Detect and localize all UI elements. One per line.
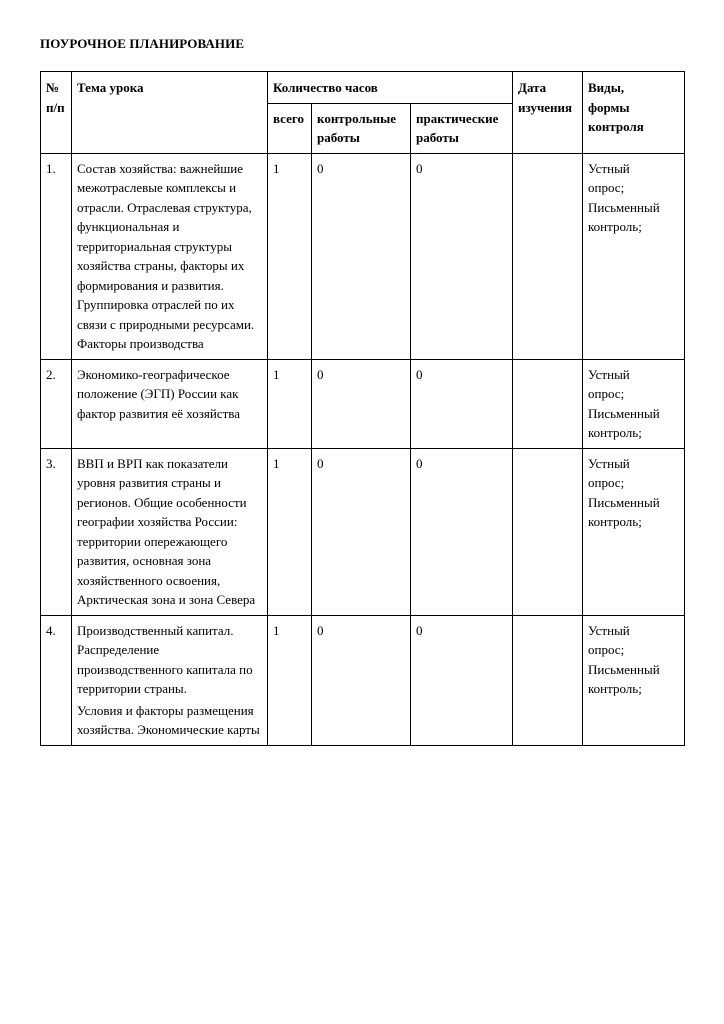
- row-total: 1: [268, 153, 312, 359]
- header-row: [41, 72, 685, 104]
- row-control: 0: [312, 153, 411, 359]
- table-row: [41, 153, 685, 359]
- row-number: 4.: [41, 615, 72, 745]
- header-number: № п/п: [41, 72, 72, 154]
- table-row: [41, 359, 685, 448]
- row-practical: 0: [411, 448, 513, 615]
- row-practical: 0: [411, 615, 513, 745]
- lesson-plan-table: [40, 71, 685, 746]
- header-control: контрольные работы: [312, 103, 411, 153]
- row-control: 0: [312, 448, 411, 615]
- header-topic: Тема урока: [72, 72, 268, 154]
- row-date: [513, 153, 583, 359]
- table-row: [41, 615, 685, 745]
- row-total: 1: [268, 359, 312, 448]
- row-control: 0: [312, 615, 411, 745]
- row-forms: Устный опрос; Письменный контроль;: [583, 153, 685, 359]
- row-forms: Устный опрос; Письменный контроль;: [583, 615, 685, 745]
- row-total: 1: [268, 615, 312, 745]
- row-total: 1: [268, 448, 312, 615]
- header-total: всего: [268, 103, 312, 153]
- row-practical: 0: [411, 153, 513, 359]
- row-topic: Производственный капитал. Распределение производственного капитала по территории страны. Условия и факторы размещения хозяйства. Экономические карты: [72, 615, 268, 745]
- header-practical: практические работы: [411, 103, 513, 153]
- row-date: [513, 448, 583, 615]
- header-date: Дата изучения: [513, 72, 583, 154]
- page-title: ПОУРОЧНОЕ ПЛАНИРОВАНИЕ: [40, 36, 245, 51]
- row-topic: Состав хозяйства: важнейшие межотраслевые комплексы и отрасли. Отраслевая структура, функциональная и территориальная структуры хозяйства страны, факторы их формирования и развития. Группировка отраслей по их связи с природными ресурсами. Факторы производства: [72, 153, 268, 359]
- header-forms: Виды, формы контроля: [583, 72, 685, 154]
- row-practical: 0: [411, 359, 513, 448]
- row-forms: Устный опрос; Письменный контроль;: [583, 448, 685, 615]
- row-topic: Экономико-географическое положение (ЭГП) России как фактор развития её хозяйства: [72, 359, 268, 448]
- row-date: [513, 615, 583, 745]
- row-number: 3.: [41, 448, 72, 615]
- row-control: 0: [312, 359, 411, 448]
- row-date: [513, 359, 583, 448]
- row-forms: Устный опрос; Письменный контроль;: [583, 359, 685, 448]
- table-row: [41, 448, 685, 615]
- header-hours: Количество часов: [268, 72, 513, 104]
- row-number: 2.: [41, 359, 72, 448]
- row-number: 1.: [41, 153, 72, 359]
- row-topic: ВВП и ВРП как показатели уровня развития страны и регионов. Общие особенности географии хозяйства России: территории опережающего развития, основная зона хозяйственного освоения, Арктическая зона и зона Севера: [72, 448, 268, 615]
